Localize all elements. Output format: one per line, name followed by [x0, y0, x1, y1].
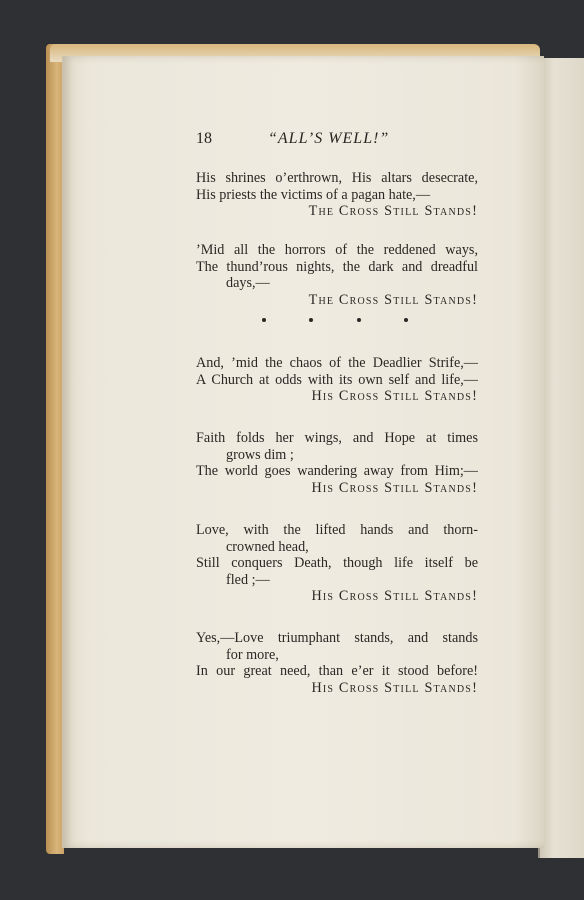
- stanza-3: [196, 355, 478, 405]
- stanza-2: [196, 242, 478, 308]
- stanza-6: [196, 630, 478, 696]
- poem-line: His priests the victims of a pagan hate,—: [196, 186, 431, 203]
- page-header: [196, 130, 481, 152]
- facing-page-edge: [538, 58, 584, 858]
- refrain: His Cross Still Stands!: [311, 388, 478, 404]
- dot: [309, 318, 313, 322]
- poem-line: Love, with the lifted hands and thorn-: [196, 522, 478, 538]
- running-title: “ALL’S WELL!”: [268, 130, 390, 147]
- refrain: The Cross Still Stands!: [308, 203, 478, 219]
- refrain: The Cross Still Stands!: [308, 291, 478, 308]
- refrain: His Cross Still Stands!: [311, 479, 478, 496]
- poem-line: Faith folds her wings, and Hope at times: [196, 430, 478, 446]
- poem-line: And, ’mid the chaos of the Deadlier Strife,—: [196, 355, 478, 371]
- dot: [404, 318, 408, 322]
- poem-line: days,—: [226, 275, 270, 291]
- stanza-4: [196, 430, 478, 496]
- poem-line: fled ;—: [226, 571, 270, 588]
- poem-line: Still conquers Death, though life itself be: [196, 555, 478, 571]
- poem-line: The world goes wandering away from Him;—: [196, 463, 478, 479]
- poem-line: ’Mid all the horrors of the reddened ways,: [196, 242, 478, 258]
- poem-line: grows dim ;: [226, 446, 294, 463]
- poem-line: A Church at odds with its own self and life,—: [196, 371, 478, 388]
- refrain: His Cross Still Stands!: [311, 679, 478, 696]
- dot: [357, 318, 361, 322]
- poem-line: crowned head,: [226, 538, 309, 555]
- poem-line: for more,: [226, 646, 279, 663]
- stanza-5: [196, 522, 478, 605]
- section-break: [262, 318, 408, 322]
- page-number: 18: [196, 130, 212, 147]
- poem-line: His shrines o’erthrown, His altars desecrate,: [196, 170, 478, 186]
- poem-line: In our great need, than e’er it stood before!: [196, 663, 478, 679]
- dot: [262, 318, 266, 322]
- stanza-1: [196, 170, 478, 220]
- refrain: His Cross Still Stands!: [311, 588, 478, 604]
- poem-line: The thund’rous nights, the dark and dreadful: [196, 258, 478, 275]
- poem-line: Yes,—Love triumphant stands, and stands: [196, 630, 478, 646]
